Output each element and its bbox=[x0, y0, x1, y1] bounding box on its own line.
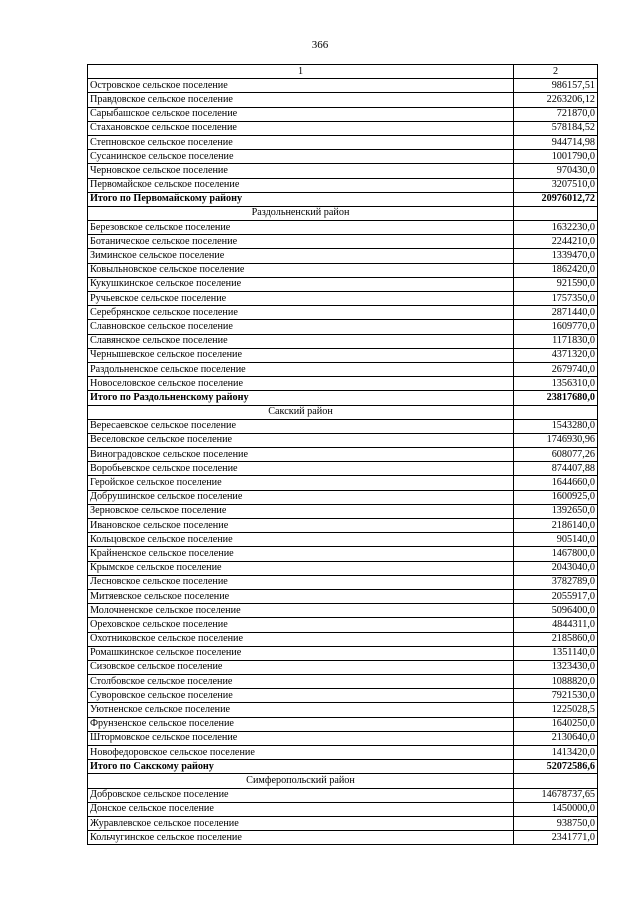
settlement-amount: 1339470,0 bbox=[514, 249, 598, 263]
settlement-row bbox=[88, 675, 598, 689]
settlement-amount: 1632230,0 bbox=[514, 221, 598, 235]
settlement-amount: 1600925,0 bbox=[514, 490, 598, 504]
region-heading-row bbox=[88, 774, 598, 788]
settlement-amount: 5096400,0 bbox=[514, 604, 598, 618]
settlement-row bbox=[88, 292, 598, 306]
settlement-row bbox=[88, 490, 598, 504]
total-label: Итого по Раздольненскому району bbox=[88, 391, 514, 405]
settlement-amount: 2130640,0 bbox=[514, 731, 598, 745]
district-total-row bbox=[88, 760, 598, 774]
empty-cell bbox=[514, 206, 598, 220]
settlement-amount: 970430,0 bbox=[514, 164, 598, 178]
settlement-amount: 1644660,0 bbox=[514, 476, 598, 490]
settlement-amount: 2341771,0 bbox=[514, 831, 598, 845]
settlement-amount: 7921530,0 bbox=[514, 689, 598, 703]
settlement-name: Ромашкинское сельское поселение bbox=[88, 646, 514, 660]
settlement-row bbox=[88, 121, 598, 135]
settlement-amount: 1001790,0 bbox=[514, 150, 598, 164]
budget-table bbox=[87, 64, 598, 845]
settlement-row bbox=[88, 306, 598, 320]
settlement-name: Геройское сельское поселение bbox=[88, 476, 514, 490]
settlement-name: Чернышевское сельское поселение bbox=[88, 348, 514, 362]
settlement-name: Стахановское сельское поселение bbox=[88, 121, 514, 135]
settlement-row bbox=[88, 519, 598, 533]
settlement-amount: 1757350,0 bbox=[514, 292, 598, 306]
settlement-name: Новоселовское сельское поселение bbox=[88, 377, 514, 391]
settlement-row bbox=[88, 604, 598, 618]
settlement-amount: 2043040,0 bbox=[514, 561, 598, 575]
settlement-amount: 14678737,65 bbox=[514, 788, 598, 802]
settlement-name: Сусанинское сельское поселение bbox=[88, 150, 514, 164]
settlement-row bbox=[88, 362, 598, 376]
region-name: Сакский район bbox=[88, 405, 514, 419]
settlement-row bbox=[88, 249, 598, 263]
settlement-row bbox=[88, 802, 598, 816]
settlement-row bbox=[88, 703, 598, 717]
empty-cell bbox=[514, 405, 598, 419]
region-heading-row bbox=[88, 405, 598, 419]
total-amount: 20976012,72 bbox=[514, 192, 598, 206]
settlement-name: Зиминское сельское поселение bbox=[88, 249, 514, 263]
settlement-amount: 1323430,0 bbox=[514, 660, 598, 674]
settlement-amount: 1351140,0 bbox=[514, 646, 598, 660]
settlement-name: Штормовское сельское поселение bbox=[88, 731, 514, 745]
settlement-amount: 1225028,5 bbox=[514, 703, 598, 717]
settlement-row bbox=[88, 277, 598, 291]
settlement-row bbox=[88, 164, 598, 178]
settlement-amount: 4844311,0 bbox=[514, 618, 598, 632]
settlement-amount: 2055917,0 bbox=[514, 589, 598, 603]
settlement-row bbox=[88, 731, 598, 745]
settlement-row bbox=[88, 221, 598, 235]
settlement-row bbox=[88, 348, 598, 362]
settlement-row bbox=[88, 462, 598, 476]
settlement-name: Охотниковское сельское поселение bbox=[88, 632, 514, 646]
settlement-row bbox=[88, 448, 598, 462]
settlement-name: Крымское сельское поселение bbox=[88, 561, 514, 575]
total-label: Итого по Сакскому району bbox=[88, 760, 514, 774]
settlement-name: Молочненское сельское поселение bbox=[88, 604, 514, 618]
settlement-amount: 1467800,0 bbox=[514, 547, 598, 561]
settlement-amount: 905140,0 bbox=[514, 533, 598, 547]
settlement-name: Сарыбашское сельское поселение bbox=[88, 107, 514, 121]
settlement-row bbox=[88, 831, 598, 845]
settlement-row bbox=[88, 717, 598, 731]
column-header-2: 2 bbox=[514, 65, 598, 79]
settlement-amount: 1640250,0 bbox=[514, 717, 598, 731]
table-body bbox=[88, 65, 598, 845]
settlement-row bbox=[88, 334, 598, 348]
settlement-amount: 1543280,0 bbox=[514, 419, 598, 433]
settlement-amount: 1862420,0 bbox=[514, 263, 598, 277]
settlement-name: Черновское сельское поселение bbox=[88, 164, 514, 178]
settlement-name: Лесновское сельское поселение bbox=[88, 575, 514, 589]
settlement-amount: 2263206,12 bbox=[514, 93, 598, 107]
settlement-name: Серебрянское сельское поселение bbox=[88, 306, 514, 320]
settlement-row bbox=[88, 660, 598, 674]
settlement-row bbox=[88, 533, 598, 547]
settlement-row bbox=[88, 263, 598, 277]
settlement-amount: 944714,98 bbox=[514, 135, 598, 149]
settlement-name: Кольцовское сельское поселение bbox=[88, 533, 514, 547]
settlement-name: Ивановское сельское поселение bbox=[88, 519, 514, 533]
settlement-amount: 986157,51 bbox=[514, 79, 598, 93]
settlement-amount: 2679740,0 bbox=[514, 362, 598, 376]
settlement-name: Сизовское сельское поселение bbox=[88, 660, 514, 674]
settlement-name: Правдовское сельское поселение bbox=[88, 93, 514, 107]
settlement-row bbox=[88, 178, 598, 192]
settlement-name: Вересаевское сельское поселение bbox=[88, 419, 514, 433]
settlement-row bbox=[88, 589, 598, 603]
settlement-name: Уютненское сельское поселение bbox=[88, 703, 514, 717]
settlement-row bbox=[88, 419, 598, 433]
settlement-row bbox=[88, 377, 598, 391]
district-total-row bbox=[88, 192, 598, 206]
total-amount: 23817680,0 bbox=[514, 391, 598, 405]
settlement-amount: 1413420,0 bbox=[514, 746, 598, 760]
settlement-name: Веселовское сельское поселение bbox=[88, 433, 514, 447]
settlement-row bbox=[88, 618, 598, 632]
district-total-row bbox=[88, 391, 598, 405]
settlement-name: Фрунзенское сельское поселение bbox=[88, 717, 514, 731]
settlement-amount: 1450000,0 bbox=[514, 802, 598, 816]
settlement-amount: 3207510,0 bbox=[514, 178, 598, 192]
settlement-name: Славновское сельское поселение bbox=[88, 320, 514, 334]
settlement-row bbox=[88, 547, 598, 561]
settlement-name: Ковыльновское сельское поселение bbox=[88, 263, 514, 277]
settlement-row bbox=[88, 79, 598, 93]
settlement-name: Славянское сельское поселение bbox=[88, 334, 514, 348]
total-label: Итого по Первомайскому району bbox=[88, 192, 514, 206]
region-heading-row bbox=[88, 206, 598, 220]
settlement-name: Кольчугинское сельское поселение bbox=[88, 831, 514, 845]
settlement-name: Журавлевское сельское поселение bbox=[88, 816, 514, 830]
settlement-row bbox=[88, 476, 598, 490]
settlement-amount: 1609770,0 bbox=[514, 320, 598, 334]
settlement-name: Ботаническое сельское поселение bbox=[88, 235, 514, 249]
settlement-name: Новофедоровское сельское поселение bbox=[88, 746, 514, 760]
settlement-name: Зерновское сельское поселение bbox=[88, 504, 514, 518]
settlement-name: Березовское сельское поселение bbox=[88, 221, 514, 235]
total-amount: 52072586,6 bbox=[514, 760, 598, 774]
settlement-row bbox=[88, 632, 598, 646]
settlement-amount: 3782789,0 bbox=[514, 575, 598, 589]
settlement-row bbox=[88, 150, 598, 164]
settlement-row bbox=[88, 107, 598, 121]
settlement-row bbox=[88, 575, 598, 589]
settlement-amount: 2186140,0 bbox=[514, 519, 598, 533]
settlement-row bbox=[88, 93, 598, 107]
settlement-amount: 2244210,0 bbox=[514, 235, 598, 249]
settlement-row bbox=[88, 746, 598, 760]
settlement-amount: 578184,52 bbox=[514, 121, 598, 135]
settlement-name: Донское сельское поселение bbox=[88, 802, 514, 816]
settlement-name: Добровское сельское поселение bbox=[88, 788, 514, 802]
table-header-row bbox=[88, 65, 598, 79]
settlement-name: Добрушинское сельское поселение bbox=[88, 490, 514, 504]
settlement-amount: 938750,0 bbox=[514, 816, 598, 830]
settlement-name: Воробьевское сельское поселение bbox=[88, 462, 514, 476]
settlement-amount: 608077,26 bbox=[514, 448, 598, 462]
empty-cell bbox=[514, 774, 598, 788]
region-name: Симферопольский район bbox=[88, 774, 514, 788]
settlement-amount: 874407,88 bbox=[514, 462, 598, 476]
settlement-amount: 1088820,0 bbox=[514, 675, 598, 689]
settlement-name: Кукушкинское сельское поселение bbox=[88, 277, 514, 291]
column-header-1: 1 bbox=[88, 65, 514, 79]
settlement-name: Первомайское сельское поселение bbox=[88, 178, 514, 192]
settlement-name: Островское сельское поселение bbox=[88, 79, 514, 93]
settlement-row bbox=[88, 135, 598, 149]
settlement-amount: 1746930,96 bbox=[514, 433, 598, 447]
settlement-row bbox=[88, 320, 598, 334]
settlement-amount: 2185860,0 bbox=[514, 632, 598, 646]
settlement-row bbox=[88, 235, 598, 249]
settlement-row bbox=[88, 788, 598, 802]
settlement-name: Раздольненское сельское поселение bbox=[88, 362, 514, 376]
settlement-row bbox=[88, 689, 598, 703]
settlement-name: Митяевское сельское поселение bbox=[88, 589, 514, 603]
settlement-row bbox=[88, 816, 598, 830]
settlement-amount: 4371320,0 bbox=[514, 348, 598, 362]
settlement-amount: 1356310,0 bbox=[514, 377, 598, 391]
settlement-amount: 2871440,0 bbox=[514, 306, 598, 320]
page-number: 366 bbox=[311, 39, 329, 51]
settlement-row bbox=[88, 646, 598, 660]
settlement-name: Ручьевское сельское поселение bbox=[88, 292, 514, 306]
settlement-name: Ореховское сельское поселение bbox=[88, 618, 514, 632]
settlement-name: Столбовское сельское поселение bbox=[88, 675, 514, 689]
settlement-amount: 921590,0 bbox=[514, 277, 598, 291]
settlement-row bbox=[88, 433, 598, 447]
region-name: Раздольненский район bbox=[88, 206, 514, 220]
settlement-name: Степновское сельское поселение bbox=[88, 135, 514, 149]
settlement-name: Суворовское сельское поселение bbox=[88, 689, 514, 703]
settlement-name: Виноградовское сельское поселение bbox=[88, 448, 514, 462]
settlement-amount: 721870,0 bbox=[514, 107, 598, 121]
settlement-row bbox=[88, 561, 598, 575]
settlement-amount: 1392650,0 bbox=[514, 504, 598, 518]
settlement-name: Крайненское сельское поселение bbox=[88, 547, 514, 561]
settlement-amount: 1171830,0 bbox=[514, 334, 598, 348]
settlement-row bbox=[88, 504, 598, 518]
